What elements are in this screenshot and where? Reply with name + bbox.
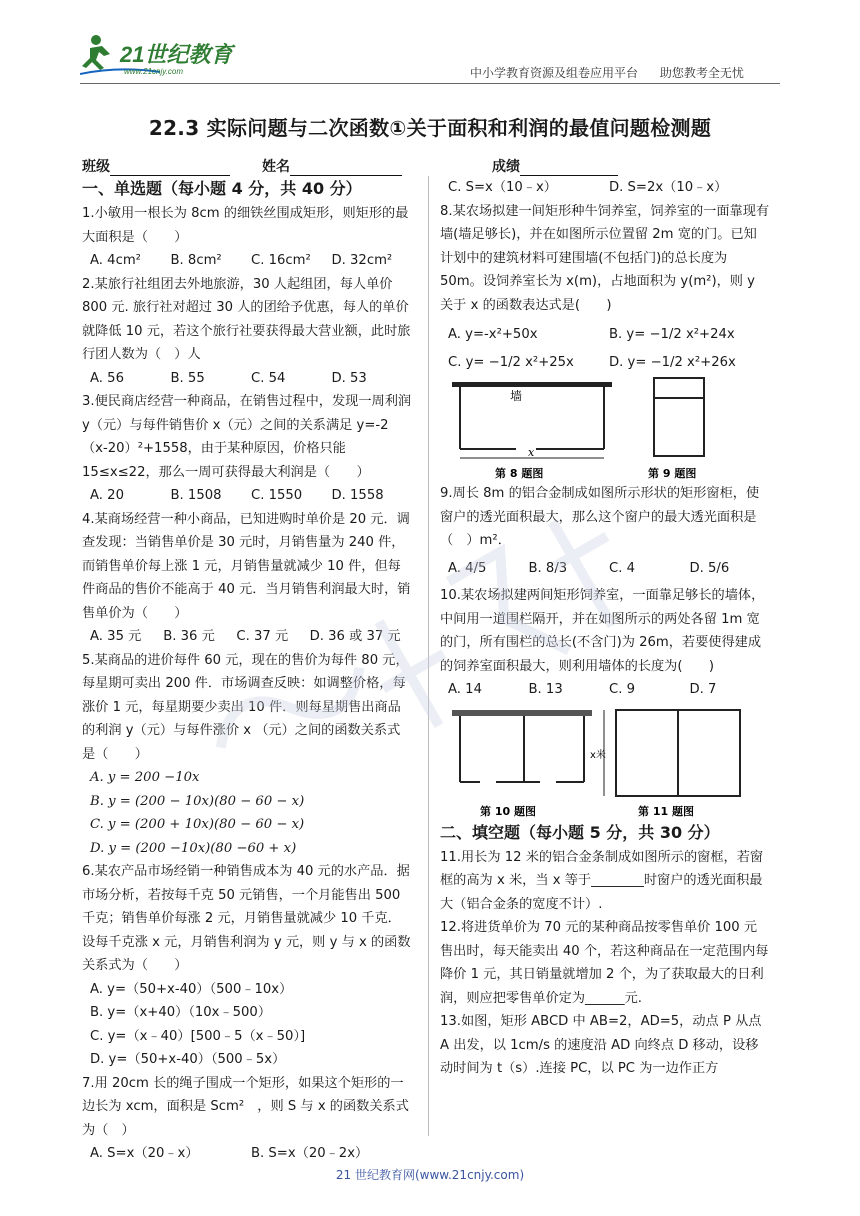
question-5: 5.某商品的进价每件 60 元，现在的售价为每件 80 元，每星期可卖出 200 件．市场调查反映：如调整价格，每涨价 1 元，每星期要少卖出 10 件．则每星期售出商品的利润 y（元）与每件涨价 x （元）之间的函数关系式是（ ） — [82, 652, 409, 762]
figure-10-11-drawings — [440, 702, 770, 820]
option: A. 14 — [448, 682, 482, 697]
figure-11 — [590, 710, 740, 818]
page-title: 22.3 实际问题与二次函数①关于面积和利润的最值问题检测题 — [148, 116, 712, 140]
option: C. y= −1/2 x²+25x — [448, 354, 574, 370]
question-1-options — [82, 249, 412, 273]
option: C. S=x（10﹣x） — [448, 180, 557, 195]
figure-8-9-drawings — [440, 374, 770, 482]
option: A. y=-x²+50x — [448, 327, 538, 342]
left-column — [82, 176, 412, 1166]
question-11: 11.用长为 12 米的铝合金条制成如图所示的窗框，若窗框的高为 x 米，当 x 等于________时窗户的透光面积最大（铝合金条的宽度不计）. — [440, 849, 764, 912]
figure-8-caption: 第 8 题图 — [495, 467, 544, 480]
question-9: 9.周长 8m 的铝合金制成如图所示形状的矩形窗柜，使窗户的透光面积最大，那么这个窗户的最大透光面积是（ ）m²． — [440, 486, 760, 548]
option: D. 32cm² — [331, 253, 393, 268]
option: A. y = 200 −10x — [90, 770, 200, 785]
logo-text: 21世纪教育 — [120, 42, 233, 67]
option: B. S=x（20﹣2x） — [251, 1146, 369, 1161]
figure-11-caption: 第 11 题图 — [638, 804, 694, 818]
question-8-options-ab — [440, 323, 770, 347]
name-blank — [290, 161, 402, 176]
option: C. y=（x﹣40）[500﹣5（x﹣50）] — [90, 1028, 306, 1044]
question-7: 7.用 20cm 长的绳子围成一个矩形，如果这个矩形的一边长为 xcm，面积是 Scm² ，则 S 与 x 的函数关系式为（ ） — [82, 1075, 409, 1138]
option: B. 8cm² — [170, 253, 222, 268]
option: D. y= −1/2 x²+26x — [609, 354, 736, 370]
site-logo — [80, 30, 250, 78]
option: A. 4/5 — [448, 560, 487, 576]
question-3-options — [82, 484, 412, 508]
question-6: 6.某农产品市场经销一种销售成本为 40 元的水产品．据市场分析，若按每千克 50 元销售，一个月能售出 500 千克；销售单价每涨 2 元，月销售量就减少 10 千克．设每千克涨 x 元，月销售利润为 y 元，则 y 与 x 的函数关系式为（ ） — [82, 864, 411, 973]
option: C. 16cm² — [251, 253, 311, 268]
score-label: 成绩 — [492, 159, 520, 175]
option: C. y = (200 + 10x)(80 − 60 − x) — [90, 817, 305, 832]
score-field — [492, 156, 618, 176]
option: B. 8/3 — [528, 560, 568, 576]
question-13: 13.如图，矩形 ABCD 中 AB=2，AD=5，动点 P 从点 A 出发，以 1cm/s 的速度沿 AD 向终点 D 移动，设移动时间为 t（s）.连接 PC，以 PC 为一边作正方 — [440, 1014, 762, 1076]
header-slogan: 助您教考全无忧 — [659, 66, 744, 80]
score-blank — [520, 161, 618, 176]
option: D. 36 或 37 元 — [309, 629, 401, 644]
figures-10-11 — [440, 702, 770, 820]
question-12: 12.将进货单价为 70 元的某种商品按零售单价 100 元售出时，每天能卖出 40 个，若这种商品在一定范围内每降价 1 元，其日销量就增加 2 个，为了获取最大的日利润，则应把零售单价定为______元. — [440, 920, 769, 1006]
option: C. 1550 — [251, 488, 303, 503]
figure-9-caption: 第 9 题图 — [648, 467, 697, 480]
question-8-options-cd — [440, 351, 770, 375]
option: D. y = (200 −10x)(80 −60 + x) — [90, 840, 297, 856]
logo-url: www.21cnjy.com — [124, 67, 183, 76]
question-10-options — [440, 678, 770, 702]
option: D. 53 — [331, 370, 367, 386]
option: B. y = (200 − 10x)(80 − 60 − x) — [90, 793, 305, 809]
question-1: 1.小敏用一根长为 8cm 的细铁丝围成矩形，则矩形的最大面积是（ ） — [82, 206, 409, 245]
figure-9 — [648, 378, 704, 480]
question-4: 4.某商场经营一种小商品，已知进购时单价是 20 元．调查发现：当销售单价是 30 元时，月销售量为 240 件，而销售单价每上涨 1 元，月销售量就减少 10 件，但每件商品的售价不能高于 40 元．当月销售利润最大时，销售单价为（ ） — [82, 511, 411, 621]
option: B. 36 元 — [163, 629, 215, 644]
figure-10-caption: 第 10 题图 — [480, 804, 536, 818]
option: A. 20 — [90, 488, 124, 503]
figure-8 — [452, 382, 612, 480]
option: B. y=（x+40）（10x﹣500） — [90, 1005, 272, 1020]
option: A. y=（50+x-40）（500﹣10x） — [90, 981, 293, 997]
option: A. 56 — [90, 370, 124, 386]
option: C. 37 元 — [236, 629, 289, 644]
class-blank — [110, 161, 230, 176]
right-column — [440, 176, 770, 1081]
class-label: 班级 — [82, 159, 110, 175]
option: B. y= −1/2 x²+24x — [609, 327, 735, 342]
figure-8-wall-label: 墙 — [510, 389, 523, 403]
section-1-heading: 一、单选题（每小题 4 分，共 40 分） — [82, 179, 362, 198]
question-2-options — [82, 367, 412, 391]
figure-10 — [452, 710, 592, 818]
option: D. 1558 — [331, 488, 384, 503]
option: C. 54 — [251, 370, 286, 386]
column-divider — [428, 176, 429, 1136]
header-text — [470, 64, 762, 81]
option: D. y=（50+x-40）（500﹣5x） — [90, 1052, 286, 1067]
header-divider — [80, 83, 780, 84]
option: B. 1508 — [170, 488, 222, 503]
figure-11-x-label: x米 — [590, 749, 606, 761]
name-label: 姓名 — [262, 159, 290, 175]
question-10: 10.某农场拟建两间矩形饲养室，一面靠足够长的墙体，中间用一道围栏隔开，并在如图所示的两处各留 1m 宽的门，所有围栏的总长(不含门)为 26m，若要使得建成的饲养室面积最大，则利用墙体的长度为( ) — [440, 588, 765, 674]
option: D. 7 — [689, 682, 717, 697]
option: B. 13 — [528, 682, 563, 697]
question-9-options — [440, 557, 770, 581]
question-8: 8.某农场拟建一间矩形种牛饲养室，饲养室的一面靠现有墙(墙足够长)，并在如图所示位置留 2m 宽的门。已知计划中的建筑材料可建围墙(不包括门)的总长度为 50m。设饲养室长为 x(m)，占地面积为 y(m²)，则 y 关于 x 的函数表达式是( ) — [440, 203, 770, 313]
question-2: 2.某旅行社组团去外地旅游，30 人起组团，每人单价 800 元. 旅行社对超过 30 人的团给予优惠，每人的单价就降低 10 元，若这个旅行社要获得最大营业额，此时旅行团人数为（ ）人 — [82, 276, 411, 362]
figure-8-x-label: x — [528, 446, 535, 459]
option: D. S=2x（10﹣x） — [609, 180, 728, 195]
page-footer: 21 世纪教育网(www.21cnjy.com) — [335, 1168, 525, 1182]
name-field — [262, 156, 402, 176]
option: C. 4 — [609, 560, 635, 576]
question-7-options-ab — [82, 1142, 412, 1166]
question-3: 3.便民商店经营一种商品，在销售过程中，发现一周利润 y（元）与每件销售价 x（元）之间的关系满足 y=-2（x-20）²+1558，由于某种原因，价格只能 15≤x≤22，那么一周可获得最大利润是（ ） — [82, 394, 412, 480]
header-platform: 中小学教育资源及组卷应用平台 — [470, 66, 639, 80]
class-field — [82, 156, 230, 176]
option: A. S=x（20﹣x） — [90, 1146, 199, 1161]
question-4-options — [82, 625, 412, 649]
section-2-heading: 二、填空题（每小题 5 分，共 30 分） — [440, 822, 720, 842]
option: A. 35 元 — [90, 629, 142, 644]
figures-8-9 — [440, 374, 770, 482]
option: B. 55 — [170, 370, 205, 386]
option: C. 9 — [609, 682, 635, 697]
question-7-options-cd — [440, 176, 770, 200]
option: D. 5/6 — [689, 560, 730, 576]
option: A. 4cm² — [90, 253, 141, 268]
